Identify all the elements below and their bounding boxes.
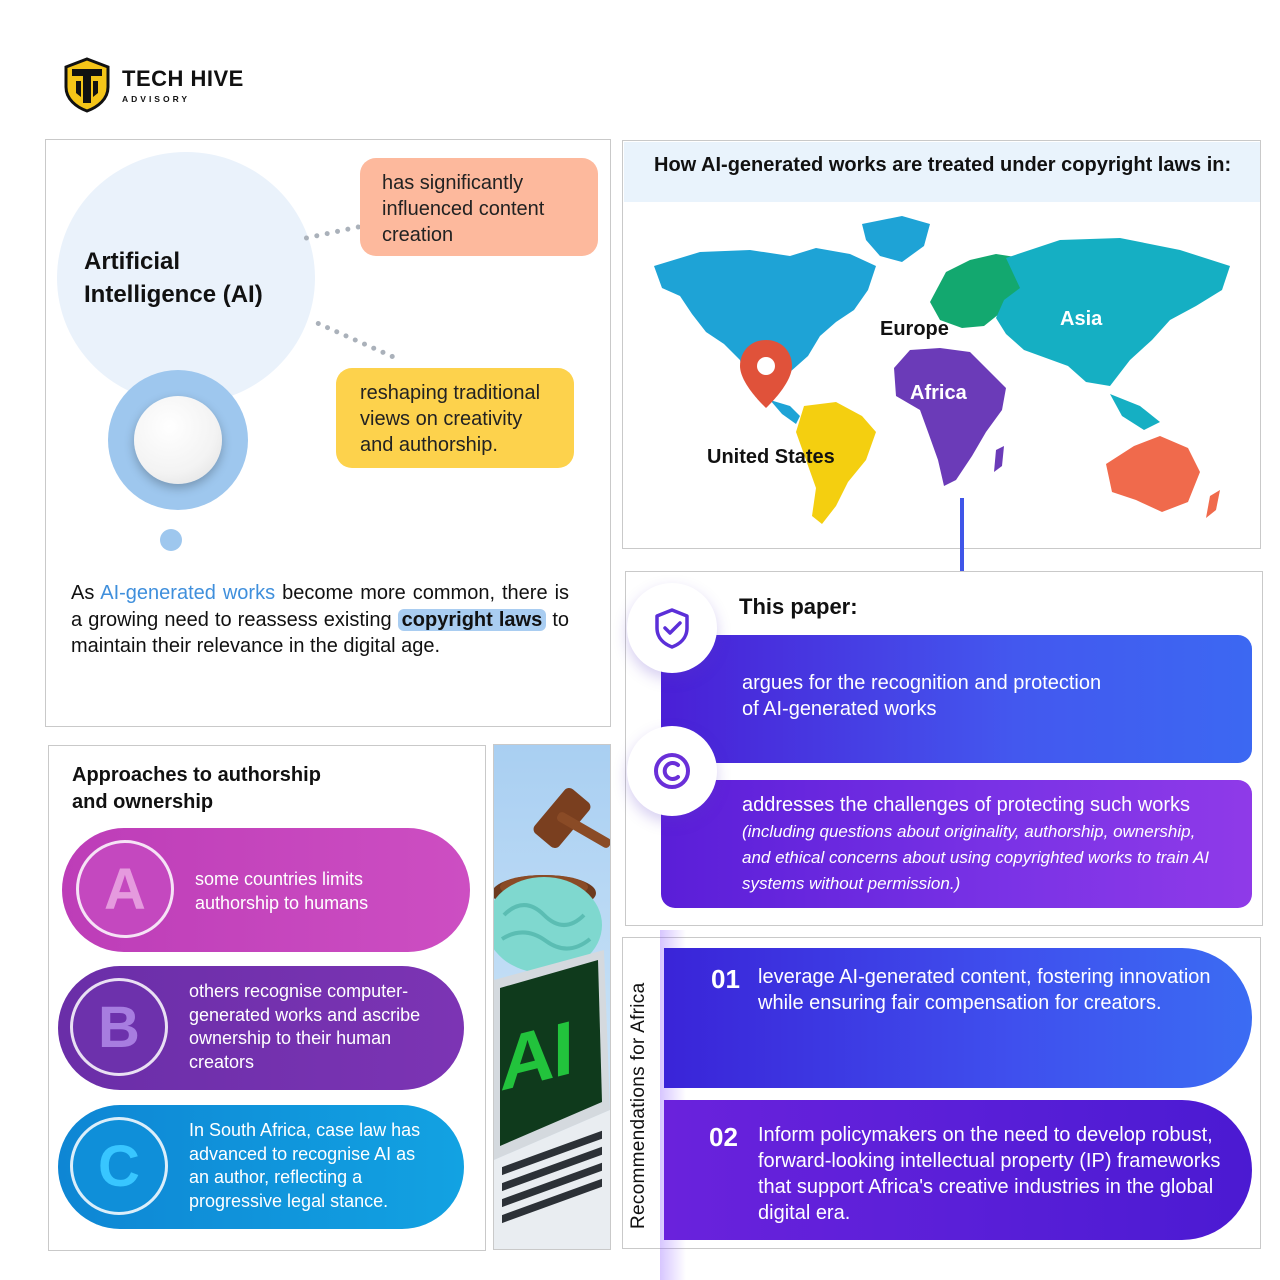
paper-point-2-main: addresses the challenges of protecting such works bbox=[742, 794, 1191, 816]
approach-b-text: others recognise computer-generated works and ascribe ownership to their human creators bbox=[189, 981, 421, 1072]
para-text-1: As bbox=[71, 582, 101, 604]
bubble-dot bbox=[160, 529, 182, 551]
new-zealand-shape bbox=[1206, 490, 1220, 518]
approach-c-badge bbox=[70, 1117, 168, 1215]
bubble-ring-center bbox=[134, 396, 222, 484]
map-label-asia: Asia bbox=[1060, 308, 1103, 330]
approach-a-letter: A bbox=[104, 856, 146, 922]
approach-c-letter: C bbox=[98, 1133, 140, 1199]
recommendations-label: Recommendations for Africa bbox=[628, 982, 649, 1229]
laptop-screen-ai-text: AI bbox=[500, 1005, 572, 1108]
note-reshaping: reshaping traditional views on creativity and authorship. bbox=[336, 368, 574, 468]
paper-point-2-text bbox=[742, 792, 1222, 896]
recommendation-2-number: 02 bbox=[709, 1122, 738, 1152]
recommendation-2-text: Inform policymakers on the need to develop robust, forward-looking intellectual property (IP) frameworks that support Africa's creative industries in the global digital era. bbox=[758, 1124, 1221, 1224]
tech-hive-logo-icon bbox=[62, 57, 112, 113]
approach-c-text: In South Africa, case law has advanced to recognise AI as an author, reflecting a progressive legal stance. bbox=[189, 1120, 421, 1211]
location-pin-center bbox=[757, 357, 775, 375]
approach-a-text: some countries limits authorship to humans bbox=[195, 869, 369, 913]
brand-tagline: ADVISORY bbox=[122, 94, 191, 104]
recommendation-1-text: leverage AI-generated content, fostering innovation while ensuring fair compensation for creators. bbox=[758, 966, 1211, 1014]
approach-b-letter: B bbox=[98, 994, 140, 1060]
approaches-title: Approaches to authorship and ownership bbox=[72, 764, 321, 813]
world-map bbox=[640, 210, 1250, 540]
ai-title: Artificial Intelligence (AI) bbox=[84, 248, 263, 308]
brand-name: TECH HIVE bbox=[122, 66, 244, 91]
map-label-united-states: United States bbox=[707, 446, 835, 468]
recommendation-1-number: 01 bbox=[711, 964, 740, 994]
paper-title: This paper: bbox=[739, 594, 858, 619]
copyright-icon bbox=[652, 751, 692, 791]
shield-check-icon bbox=[653, 607, 691, 649]
highlight-copyright-laws: copyright laws bbox=[398, 609, 547, 631]
paper-point-1-text: argues for the recognition and protection of AI-generated works bbox=[742, 672, 1102, 720]
australia-shape bbox=[1106, 436, 1200, 512]
map-label-africa: Africa bbox=[910, 382, 967, 404]
central-america-shape bbox=[770, 400, 800, 424]
para-text-2: become more common, there is a growing need to reassess existing bbox=[71, 582, 570, 631]
paper-point-2-note: (including questions about originality, authorship, ownership, and ethical concerns about using copyrighted works to train AI systems without permission.) bbox=[742, 822, 1210, 893]
ai-law-illustration bbox=[493, 744, 611, 1250]
shield-check-badge bbox=[627, 583, 717, 673]
approach-b-badge bbox=[70, 978, 168, 1076]
madagascar-shape bbox=[994, 446, 1004, 472]
intro-paragraph bbox=[71, 580, 569, 660]
africa-shape bbox=[894, 348, 1006, 486]
southeast-asia-shape bbox=[1110, 394, 1160, 430]
copyright-badge bbox=[627, 726, 717, 816]
greenland-shape bbox=[862, 216, 930, 262]
approach-a-badge bbox=[76, 840, 174, 938]
note-influence: has significantly influenced content creation bbox=[360, 158, 598, 256]
highlight-ai-generated-works: AI-generated works bbox=[100, 582, 276, 604]
asia-shape bbox=[996, 238, 1230, 386]
para-text-3: to maintain their relevance in the digital age. bbox=[71, 608, 569, 657]
map-title: How AI-generated works are treated under copyright laws in: bbox=[654, 154, 1232, 176]
map-label-europe: Europe bbox=[880, 318, 949, 340]
